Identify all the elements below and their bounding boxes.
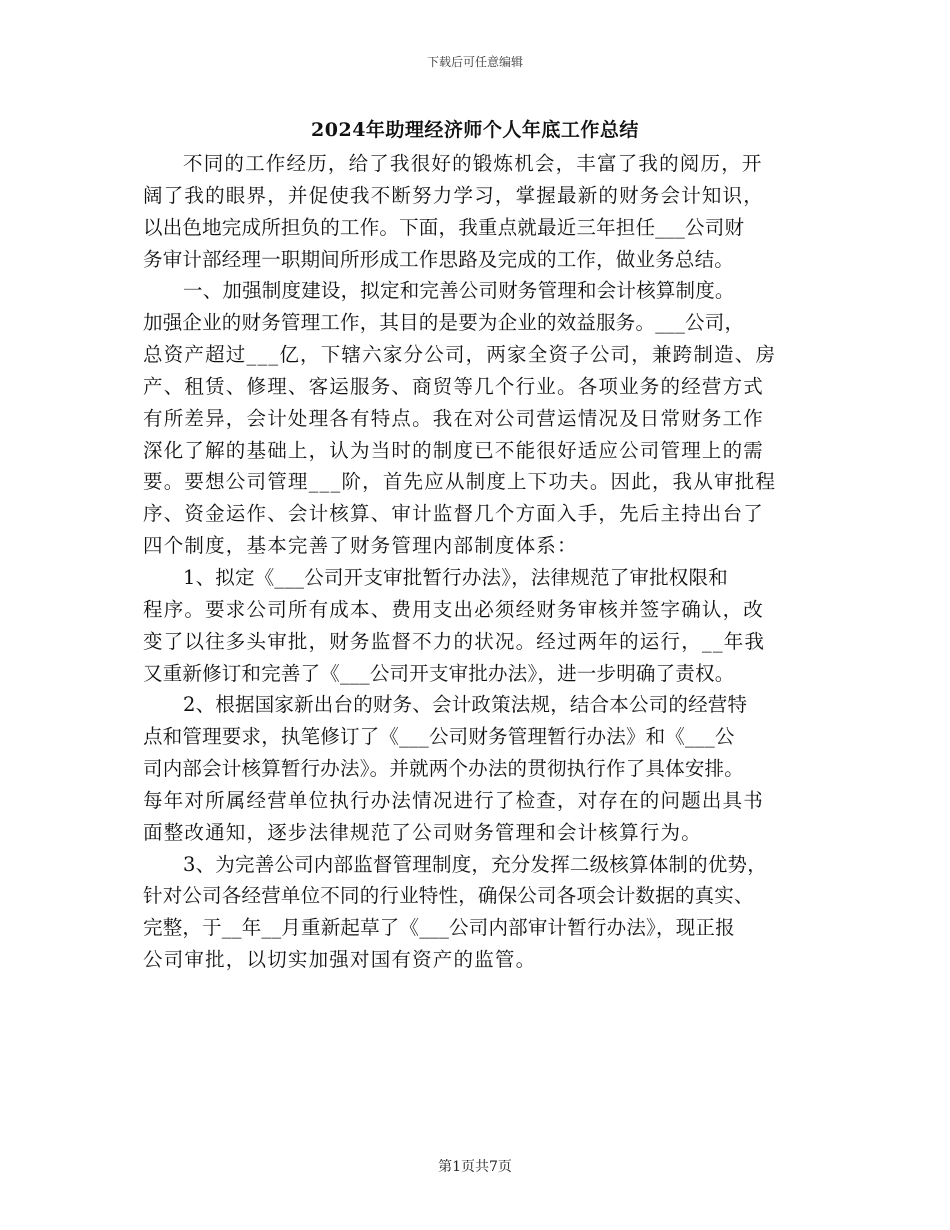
text-line: 以出色地完成所担负的工作。下面，我重点就最近三年担任___公司财 [143, 215, 745, 239]
text-line: 司内部会计核算暂行办法》。并就两个办法的贯彻执行作了具体安排。 [143, 757, 744, 781]
text-line: 面整改通知，逐步法律规范了公司财务管理和会计核算行为。 [143, 820, 702, 844]
text-line: 深化了解的基础上，认为当时的制度已不能很好适应公司管理上的需 [143, 438, 765, 462]
text-line: 不同的工作经历，给了我很好的锻炼机会，丰富了我的阅历，开 [183, 152, 763, 175]
page-header-note: 下载后可任意编辑 [426, 55, 523, 69]
text-line: 总资产超过___亿，下辖六家分公司，两家全资子公司，兼跨制造、房 [143, 343, 777, 367]
text-line: 每年对所属经营单位执行办法情况进行了检查，对存在的问题出具书 [143, 788, 765, 812]
text-line: 有所差异，会计处理各有特点。我在对公司营运情况及日常财务工作 [143, 406, 765, 430]
text-line: 点和管理要求，执笔修订了《___公司财务管理暂行办法》和《___公 [143, 725, 735, 749]
page-number: 第1页共7页 [438, 1159, 512, 1175]
text-line: 1、拟定《___公司开支审批暂行办法》，法律规范了审批权限和 [183, 565, 728, 589]
document-body [143, 148, 825, 976]
text-line: 要。要想公司管理___阶，首先应从制度上下功夫。因此，我从审批程 [143, 470, 777, 494]
text-line: 又重新修订和完善了《___公司开支审批办法》，进一步明确了责权。 [143, 661, 735, 685]
text-line: 公司审批，以切实加强对国有资产的监管。 [143, 948, 537, 972]
text-line: 变了以往多头审批，财务监督不力的状况。经过两年的运行，__年我 [143, 629, 766, 653]
text-line: 阔了我的眼界，并促使我不断努力学习，掌握最新的财务会计知识， [143, 183, 765, 207]
text-line: 2、根据国家新出台的财务、会计政策法规，结合本公司的经营特 [183, 693, 748, 717]
text-line: 产、租赁、修理、客运服务、商贸等几个行业。各项业务的经营方式 [143, 374, 765, 398]
text-line: 3、为完善公司内部监督管理制度，充分发挥二级核算体制的优势， [183, 852, 767, 876]
text-line: 针对公司各经营单位不同的行业特性，确保公司各项会计数据的真实、 [143, 884, 754, 908]
text-line: 序、资金运作、会计核算、审计监督几个方面入手，先后主持出台了 [143, 502, 765, 526]
text-line: 程序。要求公司所有成本、费用支出必须经财务审核并签字确认，改 [143, 597, 765, 621]
text-line: 一、加强制度建设，拟定和完善公司财务管理和会计核算制度。 [183, 279, 735, 303]
document-title: 2024年助理经济师个人年底工作总结 [311, 119, 639, 141]
text-line: 加强企业的财务管理工作，其目的是要为企业的效益服务。___公司， [143, 311, 745, 335]
text-line: 四个制度，基本完善了财务管理内部制度体系： [143, 534, 578, 558]
text-line: 务审计部经理一职期间所形成工作思路及完成的工作，做业务总结。 [143, 247, 735, 271]
text-line: 完整，于__年__月重新起草了《___公司内部审计暂行办法》，现正报 [143, 916, 735, 940]
